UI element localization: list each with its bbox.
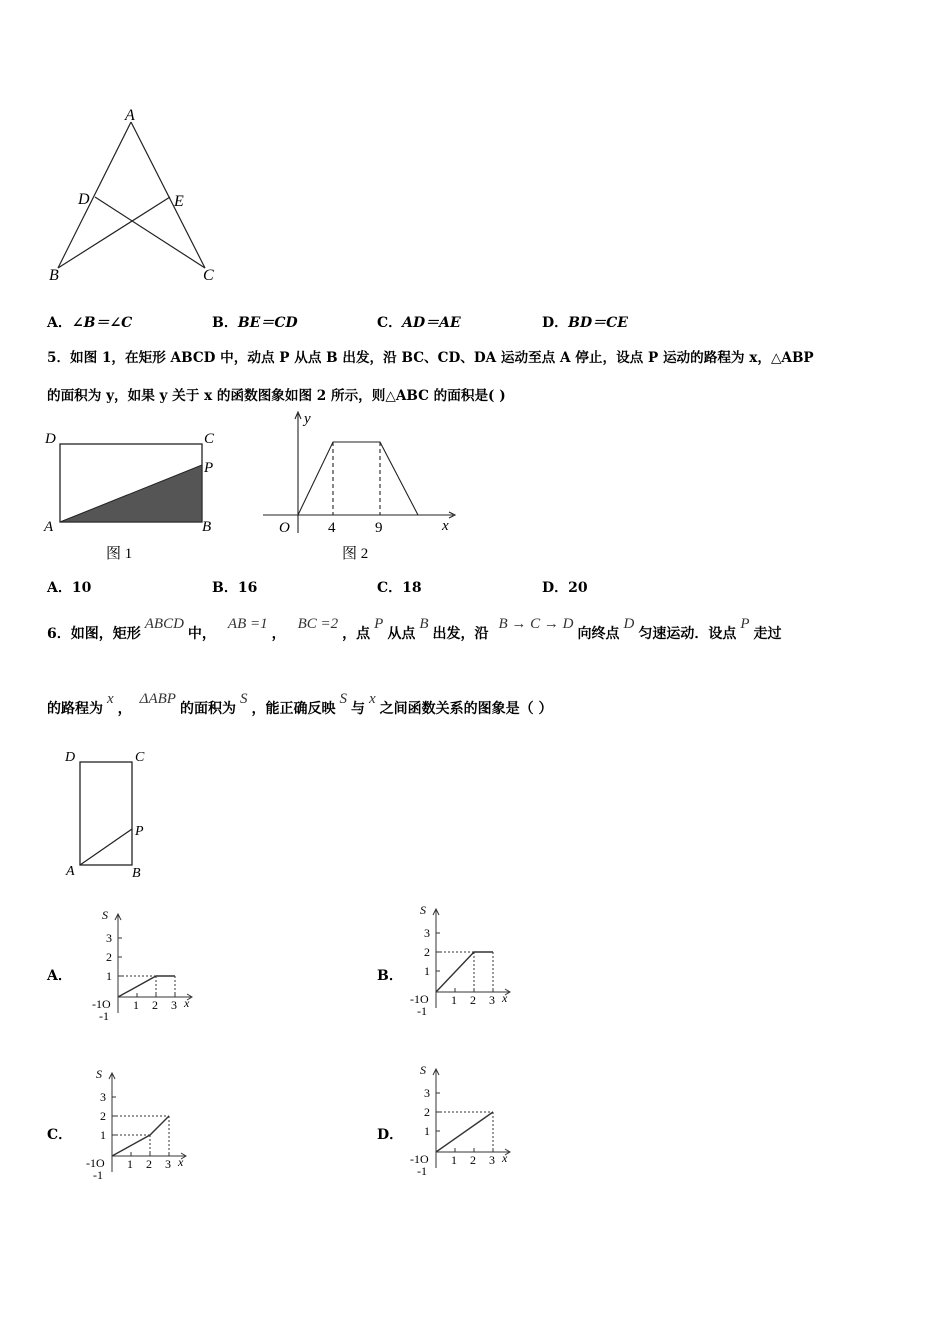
graph-a-y3: 3 — [106, 931, 112, 945]
q6-text-line2: 的路程为x，ΔABP的面积为S，能正确反映S与x之间函数关系的图象是（ ） — [47, 691, 553, 717]
q6-graph-a[interactable] — [88, 905, 198, 1023]
graph-b-x3: 3 — [489, 993, 495, 1007]
q4-option-b[interactable]: B．BE＝CD — [212, 315, 298, 331]
q6-rectangle-figure — [60, 744, 170, 884]
graph-d-x-label: x — [502, 1151, 508, 1165]
graph-b-s-label: S — [420, 903, 426, 917]
q5-figure-1 — [40, 424, 230, 564]
graph-c-x1: 1 — [127, 1157, 133, 1171]
graph-b-neg1: -1 — [417, 1004, 427, 1018]
q5-option-c[interactable]: C．18 — [377, 580, 422, 596]
graph-a-s-label: S — [102, 908, 108, 922]
graph-a-x1: 1 — [133, 998, 139, 1012]
q5-text-line1: 5．如图 1，在矩形 ABCD 中，动点 P 从点 B 出发，沿 BC、CD、DA 运动至点 A 停止，设点 P 运动的路程为 x，△ABP — [47, 350, 814, 366]
graph-a-y1: 1 — [106, 969, 112, 983]
label-D: D — [78, 191, 90, 208]
graph-c-x3: 3 — [165, 1157, 171, 1171]
graph-d-y1: 1 — [424, 1124, 430, 1138]
q6-label-C: C — [135, 750, 145, 765]
label-E: E — [174, 193, 184, 210]
graph-b-x-label: x — [502, 991, 508, 1005]
q5-option-a[interactable]: A．10 — [47, 580, 92, 596]
fig1-label-P: P — [204, 460, 214, 476]
graph-a-origin: -1O — [92, 997, 111, 1011]
graph-d-x2: 2 — [470, 1153, 476, 1167]
q6-option-d-label[interactable]: D． — [377, 1127, 404, 1143]
q5-figure-2 — [258, 408, 468, 564]
graph-a-x3: 3 — [171, 998, 177, 1012]
fig1-label-D: D — [45, 431, 56, 447]
q6-graph-b[interactable] — [406, 900, 516, 1018]
graph-c-x2: 2 — [146, 1157, 152, 1171]
graph-b-x2: 2 — [470, 993, 476, 1007]
fig2-label-o: O — [279, 520, 290, 536]
q6-label-A: A — [66, 864, 75, 879]
q6-option-c-label[interactable]: C． — [47, 1127, 73, 1143]
graph-c-s-label: S — [96, 1067, 102, 1081]
graph-d-x3: 3 — [489, 1153, 495, 1167]
q5-option-d[interactable]: D．20 — [542, 580, 588, 596]
graph-c-neg1: -1 — [93, 1168, 103, 1182]
q6-option-b-label[interactable]: B． — [377, 968, 403, 984]
q4-option-c[interactable]: C．AD＝AE — [377, 315, 461, 331]
q5-text-line2: 的面积为 y，如果 y 关于 x 的函数图象如图 2 所示，则△ABC 的面积是( ) — [47, 388, 506, 404]
graph-c-x-label: x — [178, 1155, 184, 1169]
fig2-caption: 图 2 — [342, 546, 369, 562]
fig2-label-x: x — [442, 518, 449, 534]
label-A: A — [125, 107, 135, 124]
graph-a-y2: 2 — [106, 950, 112, 964]
q4-option-d[interactable]: D．BD＝CE — [542, 315, 628, 331]
graph-c-origin: -1O — [86, 1156, 105, 1170]
q6-label-D: D — [65, 750, 76, 765]
fig2-label-y: y — [304, 411, 311, 427]
graph-c-y1: 1 — [100, 1128, 106, 1142]
graph-c-y2: 2 — [100, 1109, 106, 1123]
graph-d-s-label: S — [420, 1063, 426, 1077]
graph-d-y2: 2 — [424, 1105, 430, 1119]
q6-label-B: B — [132, 866, 141, 881]
graph-b-y2: 2 — [424, 945, 430, 959]
graph-b-y1: 1 — [424, 964, 430, 978]
graph-b-y3: 3 — [424, 926, 430, 940]
graph-a-x-label: x — [184, 996, 190, 1010]
graph-a-x2: 2 — [152, 998, 158, 1012]
q6-label-P: P — [135, 824, 144, 839]
graph-d-x1: 1 — [451, 1153, 457, 1167]
graph-c-y3: 3 — [100, 1090, 106, 1104]
graph-a-neg1: -1 — [99, 1009, 109, 1023]
fig2-tick-9: 9 — [375, 520, 383, 536]
q6-graph-d[interactable] — [406, 1060, 516, 1178]
q6-option-a-label[interactable]: A． — [47, 968, 72, 984]
q6-graph-c[interactable] — [82, 1064, 192, 1182]
fig2-tick-4: 4 — [328, 520, 336, 536]
graph-d-neg1: -1 — [417, 1164, 427, 1178]
label-B: B — [49, 267, 59, 284]
q6-text-line1: 6．如图，矩形ABCD中，AB =1，BC =2，点P从点B出发，沿B → C → D向终点D匀速运动．设点P走过 — [47, 616, 782, 642]
graph-b-x1: 1 — [451, 993, 457, 1007]
triangle-figure — [40, 100, 230, 290]
graph-b-origin: -1O — [410, 992, 429, 1006]
q5-option-b[interactable]: B．16 — [212, 580, 258, 596]
q4-option-a[interactable]: A．∠B＝∠C — [47, 315, 133, 331]
label-C: C — [203, 267, 214, 284]
fig1-label-A: A — [44, 519, 54, 535]
fig1-label-B: B — [202, 519, 212, 535]
graph-d-origin: -1O — [410, 1152, 429, 1166]
graph-d-y3: 3 — [424, 1086, 430, 1100]
fig1-caption: 图 1 — [106, 546, 133, 562]
fig1-label-C: C — [204, 431, 215, 447]
